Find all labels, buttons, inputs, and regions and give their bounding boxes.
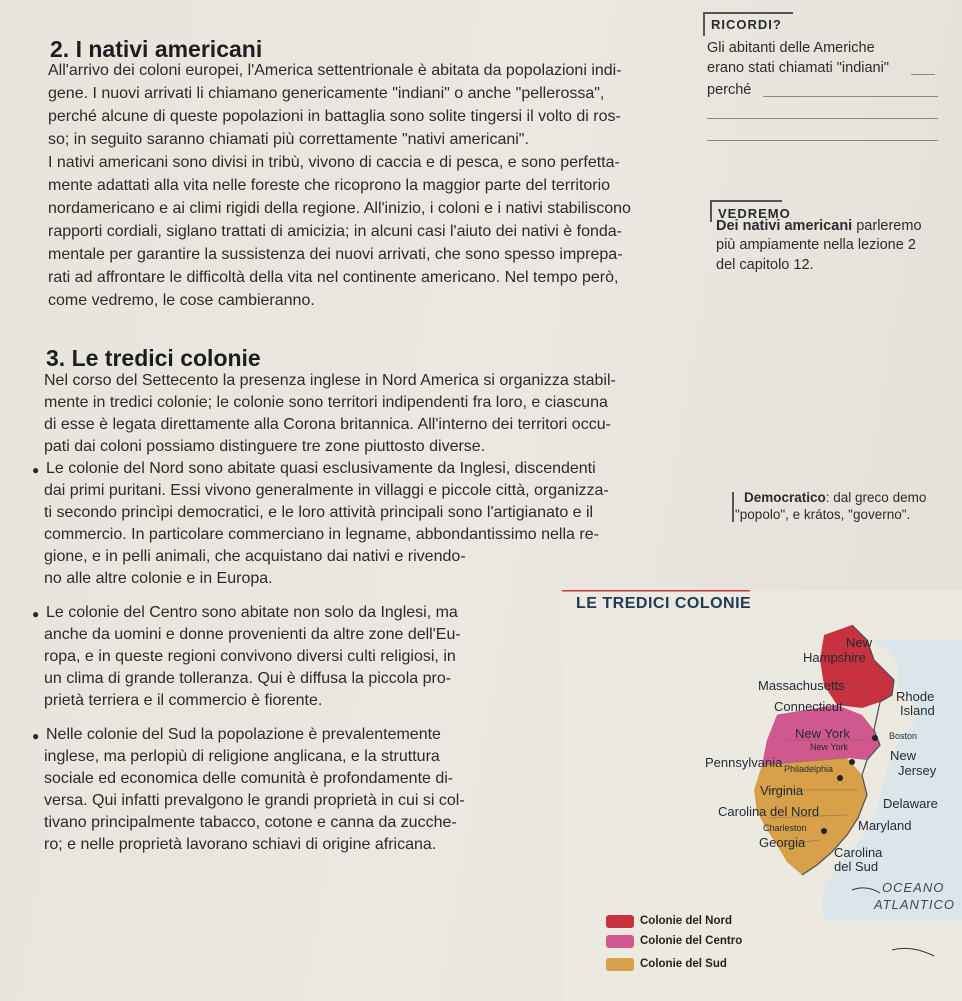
- city-dot: [872, 735, 878, 741]
- text-line: rati ad affrontare le difficoltà della vita nel continente americano. Nel tempo però,: [48, 269, 619, 286]
- answer-line[interactable]: [763, 96, 938, 97]
- label-new-york-city: New York: [810, 742, 849, 752]
- text-line: come vedremo, le cose cambieranno.: [48, 292, 315, 309]
- label-philadelphia: Philadelphia: [784, 764, 834, 774]
- legend-centro: Colonie del Centro: [640, 935, 743, 947]
- label-connecticut: Connecticut: [774, 699, 843, 714]
- vedremo-line-3: del capitolo 12.: [716, 257, 814, 273]
- label-maryland: Maryland: [858, 818, 912, 833]
- ricordi-title: RICORDI?: [711, 17, 782, 32]
- label-new-hampshire: New: [846, 635, 873, 650]
- vedremo-title: VEDREMO: [718, 206, 791, 221]
- text-line: All'arrivo dei coloni europei, l'America settentrionale è abitata da popolazioni indi-: [48, 62, 622, 79]
- label-oceano: OCEANO: [882, 880, 945, 895]
- label-georgia: Georgia: [759, 835, 806, 850]
- text-line: versa. Qui infatti prevalgono le grandi proprietà in cui si col-: [44, 792, 465, 809]
- text-line: so; in seguito saranno chiamati più correttamente "nativi americani".: [48, 131, 529, 148]
- ricordi-line-2: erano stati chiamati "indiani": [707, 60, 889, 76]
- legend-sud: Colonie del Sud: [640, 958, 727, 970]
- label-charleston: Charleston: [763, 823, 807, 833]
- ricordi-line-3: perché: [707, 82, 752, 98]
- text-line: no alle altre colonie e in Europa.: [44, 570, 273, 587]
- bullet-icon: ●: [32, 607, 40, 621]
- text-line: un clima di grande tolleranza. Qui è diffusa la piccola pro-: [44, 670, 452, 687]
- label-new-jersey: New: [890, 748, 917, 763]
- label-new-hampshire: Hampshire: [803, 650, 866, 665]
- city-dot: [821, 828, 827, 834]
- label-rhode-island: Island: [900, 703, 935, 718]
- label-carolina-sud: del Sud: [834, 859, 879, 874]
- city-dot: [837, 775, 843, 781]
- bullet-icon: ●: [32, 463, 40, 477]
- ricordi-box: [703, 12, 943, 152]
- label-massachusetts: Massachusetts: [758, 678, 845, 693]
- section-3-title: 3. Le tredici colonie: [46, 345, 261, 371]
- glossary-line-2: "popolo", e krátos, "governo".: [735, 507, 911, 522]
- text-line: gione, e in pelli animali, che acquistano dai nativi e rivendo-: [44, 548, 466, 565]
- text-line: mentale per garantire la sussistenza dei nuovi arrivati, che sono spesso imprepa-: [48, 246, 623, 263]
- text-line: ti secondo princìpi democratici, e le loro attività principali sono l'artigianato e il: [44, 504, 594, 521]
- tredici-colonie-map: [562, 590, 962, 1001]
- text-line: I nativi americani sono divisi in tribù, vivono di caccia e di pesca, e sono perfetta-: [48, 154, 620, 171]
- text-line: tivano principalmente tabacco, cotone e canna da zucche-: [44, 814, 457, 831]
- label-new-jersey: Jersey: [898, 763, 937, 778]
- map-title: LE TREDICI COLONIE: [576, 595, 752, 612]
- label-carolina-nord: Carolina del Nord: [718, 804, 820, 819]
- text-line: ro; e nelle proprietà lavorano schiavi di origine africana.: [44, 836, 437, 853]
- text-line: commercio. In particolare commerciano in legname, abbondantissimo nella re-: [44, 526, 599, 543]
- label-boston: Boston: [889, 731, 918, 741]
- glossary-box: [732, 488, 962, 528]
- text-line: rapporti cordiali, siglano trattati di amicizia; in alcuni casi l'aiuto dei nativi è fonda-: [48, 223, 623, 240]
- text-line: inglese, ma perlopiù di religione anglicana, e la struttura: [44, 748, 440, 765]
- label-pennsylvania: Pennsylvania: [705, 755, 783, 770]
- ricordi-line-1: Gli abitanti delle Americhe: [707, 40, 875, 56]
- answer-line[interactable]: [707, 140, 938, 141]
- text-line: Nel corso del Settecento la presenza inglese in Nord America si organizza stabil-: [44, 372, 616, 389]
- answer-line[interactable]: [707, 118, 938, 119]
- text-line: pati dai coloni possiamo distinguere tre zone piuttosto diverse.: [44, 438, 486, 455]
- text-line: nordamericano e ai climi rigidi della regione. All'inizio, i coloni e i nativi stabiliscono: [48, 200, 631, 217]
- vedremo-bold: Dei nativi americani: [716, 218, 853, 234]
- vedremo-box: VEDREMO Dei nativi americani parleremo più ampiamente nella lezione 2 del capitolo 12.: [710, 194, 960, 284]
- text-line: perché alcune di queste popolazioni in battaglia sono solite tingersi il volto di ros-: [48, 108, 621, 125]
- label-virginia: Virginia: [760, 783, 804, 798]
- label-atlantico: ATLANTICO: [874, 897, 955, 912]
- text-line: di esse è legata direttamente alla Corona britannica. All'interno dei territori occu-: [44, 416, 611, 433]
- label-rhode-island: Rhode: [896, 689, 935, 704]
- glossary-line-1: : dal greco demo: [825, 490, 927, 505]
- text-line: Le colonie del Nord sono abitate quasi esclusivamente da Inglesi, discendenti: [46, 460, 596, 477]
- text-line: gene. I nuovi arrivati li chiamano genericamente "indiani" o anche "pellerossa",: [48, 85, 605, 102]
- text-line: anche da uomini e donne provenienti da altre zone dell'Eu-: [44, 626, 461, 643]
- legend-nord: Colonie del Nord: [640, 915, 732, 927]
- text-line: dai primi puritani. Essi vivono generalmente in villaggi e piccole città, organizza-: [44, 482, 609, 499]
- text-line: sociale ed economica delle comunità è profondamente di-: [44, 770, 454, 787]
- label-new-york: New York: [795, 726, 850, 741]
- text-line: ropa, e in queste regioni convivono diversi culti religiosi, in: [44, 648, 456, 665]
- text-line: prietà terriera e il commercio è fiorente.: [44, 692, 323, 709]
- glossary-term: Democratico: [744, 490, 826, 505]
- city-dot: [849, 759, 855, 765]
- text-line: mente in tredici colonie; le colonie sono territori indipendenti fra loro, e ciascuna: [44, 394, 608, 411]
- label-carolina-sud: Carolina: [834, 845, 883, 860]
- text-line: Le colonie del Centro sono abitate non solo da Inglesi, ma: [46, 604, 458, 621]
- section-2-body: [48, 62, 688, 312]
- label-delaware: Delaware: [883, 796, 938, 811]
- section-2-title: 2. I nativi americani: [50, 36, 263, 62]
- bullet-icon: ●: [32, 729, 40, 743]
- vedremo-line-2: più ampiamente nella lezione 2: [716, 237, 916, 253]
- text-line: Nelle colonie del Sud la popolazione è prevalentemente: [46, 726, 441, 743]
- text-line: mente adattati alla vita nelle foreste che ricoprono la maggior parte del territorio: [48, 177, 611, 194]
